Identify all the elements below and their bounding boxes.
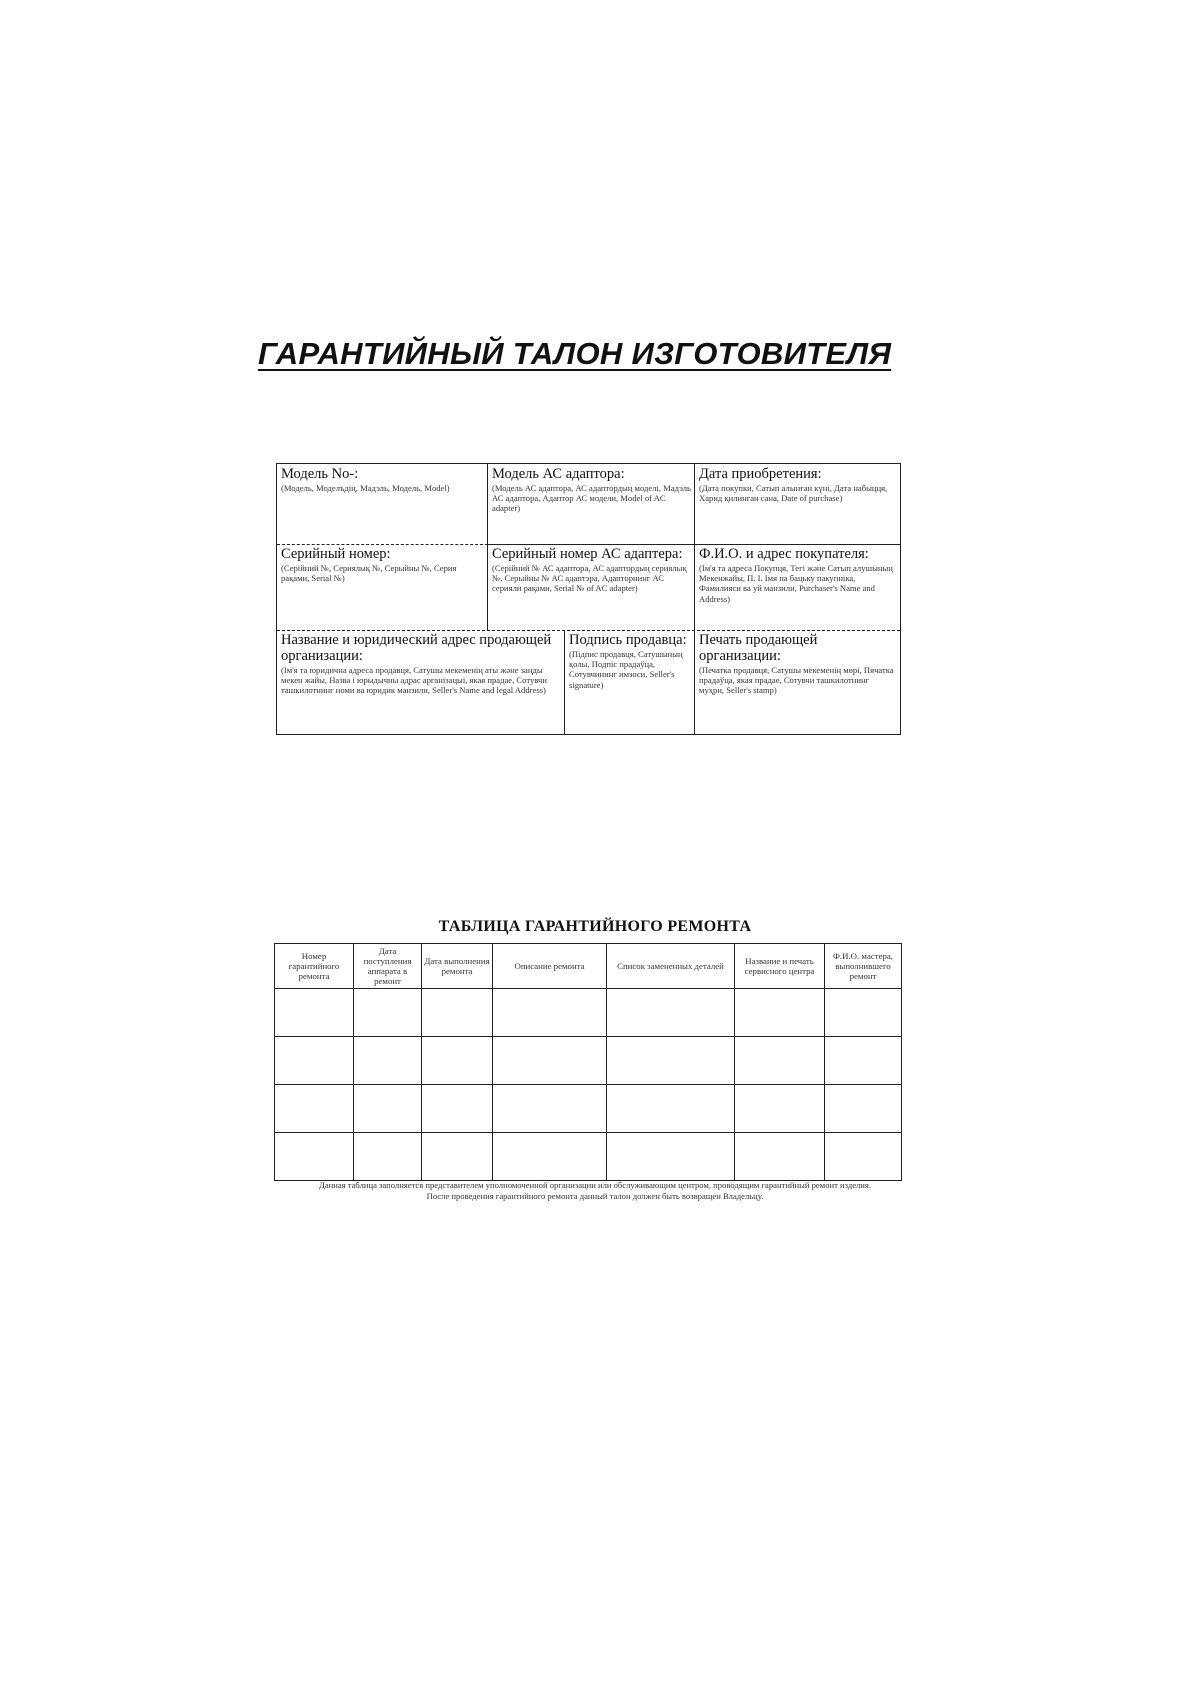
- table-row: [275, 1085, 902, 1133]
- table-cell[interactable]: [607, 1133, 735, 1181]
- table-cell[interactable]: [735, 1037, 825, 1085]
- divider: [488, 544, 900, 545]
- table-cell[interactable]: [275, 1085, 354, 1133]
- table-cell[interactable]: [354, 1133, 422, 1181]
- seller-stamp-sub: (Печатка продавця, Сатушы мекеменің мөрі, Пячатка прадаўца, якая прадае, Сотувчи ташкилотнинг муҳри, Seller's stamp): [699, 665, 894, 696]
- table-cell[interactable]: [735, 1133, 825, 1181]
- column-header: Описание ремонта: [493, 944, 607, 989]
- divider: [487, 464, 488, 630]
- model-no-sub: (Модель, Моделъдің, Мадэль, Модель, Model): [281, 483, 450, 493]
- table-cell[interactable]: [607, 1085, 735, 1133]
- divider: [277, 630, 900, 631]
- ac-adapter-model-field[interactable]: [488, 464, 695, 544]
- divider: [564, 630, 565, 734]
- serial-no-sub: (Серійний №, Сериялық №, Серыйны №, Серия рақами, Serial №): [281, 563, 457, 584]
- divider: [277, 544, 488, 545]
- ac-adapter-serial-field[interactable]: [488, 544, 695, 630]
- table-cell[interactable]: [354, 989, 422, 1037]
- divider: [694, 464, 695, 734]
- table-cell[interactable]: [825, 1037, 902, 1085]
- model-no-label: Модель No-:: [281, 466, 359, 482]
- seller-stamp-field[interactable]: [695, 630, 900, 734]
- seller-org-sub: (Ім'я та юридична адреса продавця, Сатушы мекеменің аты және заңды мекен жайы, Назва і юрыдычны адрас арганізацыі, якая прадае, Сотувчи ташкилотнинг номи ва юридик манзили, Seller's Name and legal Address): [281, 665, 547, 696]
- table-cell[interactable]: [735, 1085, 825, 1133]
- repair-table-header: [275, 944, 902, 989]
- column-header: Дата выполнения ремонта: [422, 944, 493, 989]
- page-title: ГАРАНТИЙНЫЙ ТАЛОН ИЗГОТОВИТЕЛЯ: [258, 336, 892, 371]
- warranty-card: [276, 463, 901, 735]
- table-cell[interactable]: [422, 1133, 493, 1181]
- model-no-field[interactable]: [277, 464, 488, 544]
- table-cell[interactable]: [735, 989, 825, 1037]
- column-header: Название и печать сервисного центра: [735, 944, 825, 989]
- table-cell[interactable]: [825, 1133, 902, 1181]
- table-cell[interactable]: [275, 989, 354, 1037]
- serial-no-label: Серийный номер:: [281, 546, 391, 562]
- repair-table-title: ТАБЛИЦА ГАРАНТИЙНОГО РЕМОНТА: [438, 918, 752, 935]
- table-row: [275, 989, 902, 1037]
- purchaser-label: Ф.И.О. и адрес покупателя:: [699, 546, 869, 562]
- repair-table: [274, 943, 902, 1181]
- purchase-date-label: Дата приобретения:: [699, 466, 822, 482]
- repair-table-note: [0, 1180, 1190, 1202]
- ac-adapter-serial-sub: (Серійний № АС адаптора, АС адаптордың сериялық №, Серыйны № АС адаптэра, Адапторнинг АС серияли рақами, Serial № of AC adapter): [492, 563, 687, 594]
- table-cell[interactable]: [493, 1037, 607, 1085]
- column-header: Дата поступления аппарата в ремонт: [354, 944, 422, 989]
- table-row: [275, 1037, 902, 1085]
- seller-signature-label: Подпись продавца:: [569, 632, 687, 648]
- table-row: [275, 1133, 902, 1181]
- table-cell[interactable]: [493, 989, 607, 1037]
- table-cell[interactable]: [354, 1037, 422, 1085]
- table-cell[interactable]: [422, 1085, 493, 1133]
- column-header: Ф.И.О. мастера, выполнившего ремонт: [825, 944, 902, 989]
- table-cell[interactable]: [422, 1037, 493, 1085]
- seller-signature-field[interactable]: [565, 630, 695, 734]
- serial-no-field[interactable]: [277, 544, 488, 630]
- table-cell[interactable]: [607, 1037, 735, 1085]
- ac-adapter-serial-label: Серийный номер АС адаптера:: [492, 546, 683, 562]
- table-cell[interactable]: [422, 989, 493, 1037]
- table-cell[interactable]: [354, 1085, 422, 1133]
- table-cell[interactable]: [825, 1085, 902, 1133]
- ac-adapter-model-sub: (Модель АС адаптора, АС адаптордың моделі, Мадэль АС адаптора, Адаптор АС модели, Model of AC adapter): [492, 483, 691, 514]
- purchase-date-sub: (Дата покупки, Сатып алынған күні, Дата набыцця, Харид қилинган сана, Date of purchase): [699, 483, 888, 504]
- table-cell[interactable]: [275, 1133, 354, 1181]
- note-line-1: Данная таблица заполняется представителем уполномоченной организации или обслуживающим центром, проводящим гарантийный ремонт изделия.: [318, 1180, 872, 1190]
- table-cell[interactable]: [825, 989, 902, 1037]
- table-cell[interactable]: [275, 1037, 354, 1085]
- ac-adapter-model-label: Модель АС адаптора:: [492, 466, 625, 482]
- seller-org-field[interactable]: [277, 630, 565, 734]
- purchaser-field[interactable]: [695, 544, 900, 630]
- note-line-2: После проведения гарантийного ремонта данный талон должен быть возвращен Владельцу.: [426, 1191, 764, 1201]
- column-header: Номер гарантийного ремонта: [275, 944, 354, 989]
- table-cell[interactable]: [493, 1133, 607, 1181]
- table-cell[interactable]: [607, 989, 735, 1037]
- seller-stamp-label: Печать продающей организации:: [699, 632, 818, 664]
- seller-signature-sub: (Підпис продавця, Сатушының қолы, Подпіс прадаўца, Сотувчининг имзоси, Seller's signature): [569, 649, 683, 690]
- table-cell[interactable]: [493, 1085, 607, 1133]
- purchase-date-field[interactable]: [695, 464, 900, 544]
- seller-org-label: Название и юридический адрес продающей организации:: [281, 632, 552, 664]
- column-header: Список замененных деталей: [607, 944, 735, 989]
- purchaser-sub: (Ім'я та адреса Покупця, Тегі және Сатып алушының Мекенжайы, П. І. Імя па бацьку пакупніка, Фамилияси ва уй манзили, Purchaser's Name and Address): [699, 563, 893, 604]
